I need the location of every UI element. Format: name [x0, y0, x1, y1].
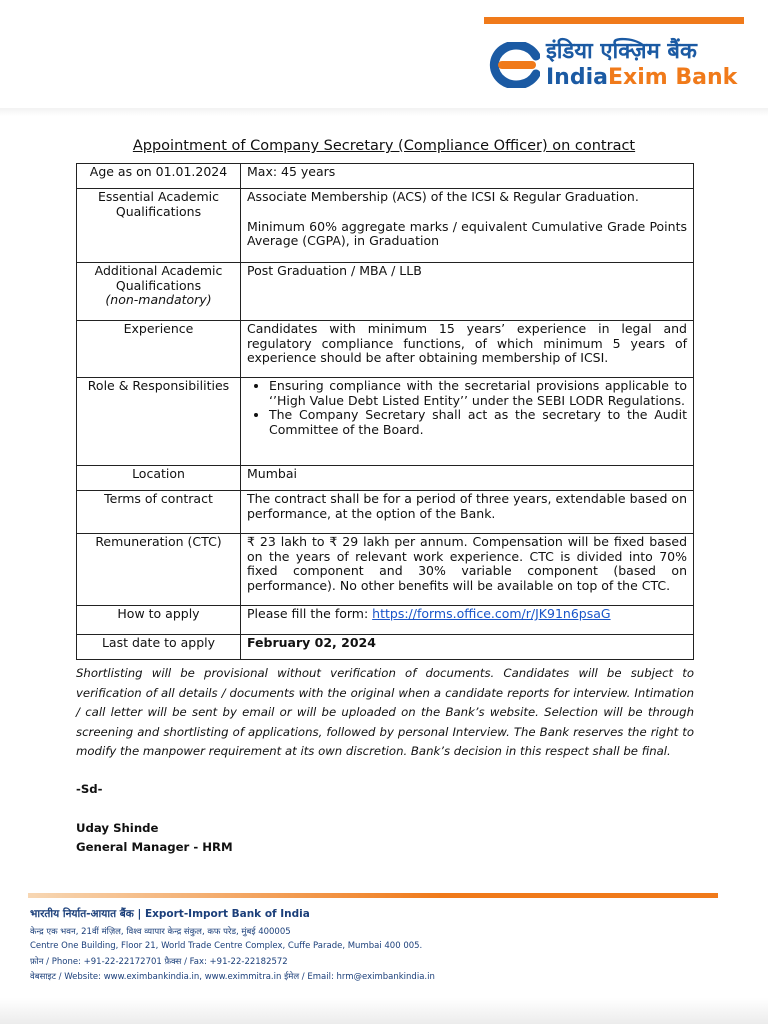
signatory-designation: General Manager - HRM	[76, 840, 233, 854]
table-row	[77, 491, 694, 534]
header-divider	[0, 108, 768, 116]
table-row	[77, 164, 694, 189]
footer-accent-bar	[28, 893, 718, 898]
row-label-location: Location	[77, 466, 241, 491]
row-label-role: Role & Responsibilities	[77, 378, 241, 466]
table-row	[77, 466, 694, 491]
job-details-table	[76, 163, 694, 660]
list-item: • The Company Secretary shall act as the secretary to the Audit Committee of the Board.	[269, 408, 687, 437]
essential-value-1: Associate Membership (ACS) of the ICSI & Regular Graduation.	[247, 189, 639, 204]
table-row	[77, 378, 694, 466]
table-row	[77, 635, 694, 660]
row-value-location: Mumbai	[241, 466, 694, 491]
footer-org-english: Export-Import Bank of India	[144, 908, 310, 920]
row-value-additional: Post Graduation / MBA / LLB	[241, 263, 694, 321]
list-item: • Ensuring compliance with the secretarial provisions applicable to ‘’High Value Debt Listed Entity’’ under the SEBI LODR Regulations.	[269, 379, 687, 408]
row-value-age: Max: 45 years	[241, 164, 694, 189]
footer-org-hindi: भारतीय निर्यात-आयात बैंक	[30, 908, 134, 920]
footer-address-hindi: केन्द्र एक भवन, 21वीं मंज़िल, विश्व व्यापार केन्द्र संकुल, कफ परेड, मुंबई 400005	[30, 927, 291, 937]
bank-logo-icon	[484, 42, 540, 88]
logo-english-exim: Exim Bank	[607, 65, 738, 90]
row-value-experience: Candidates with minimum 15 years’ experience in legal and regulatory compliance functions, of which minimum 5 years of experience should be after obtaining membership of ICSI.	[241, 321, 694, 378]
header-accent-bar	[484, 17, 744, 24]
bottom-shadow	[0, 998, 768, 1024]
logo-english-text	[546, 65, 737, 91]
row-label-additional	[77, 263, 241, 321]
row-value-terms: The contract shall be for a period of three years, extendable based on performance, at the option of the Bank.	[241, 491, 694, 534]
table-row	[77, 606, 694, 635]
footer-phone-fax: फ़ोन / Phone: +91-22-22172701 फ़ैक्स / Fax: +91-22-22182572	[30, 957, 288, 967]
footer-address-english: Centre One Building, Floor 21, World Trade Centre Complex, Cuffe Parade, Mumbai 400 005.	[30, 941, 423, 951]
additional-label-text: Additional Academic Qualifications	[94, 263, 223, 293]
additional-label-note: (non-mandatory)	[105, 292, 212, 307]
signatory-name: Uday Shinde	[76, 821, 159, 835]
row-label-experience: Experience	[77, 321, 241, 378]
row-value-role	[241, 378, 694, 466]
row-label-terms: Terms of contract	[77, 491, 241, 534]
shortlisting-note: Shortlisting will be provisional without verification of documents. Candidates will be subject to verification of all details / documents with the original when a candidate reports for interview. Intimation / call letter will be sent by email or will be uploaded on the Bank’s website. Selection will be through screening and shortlisting of applications, followed by personal Interview. The Bank reserves the right to modify the manpower requirement at its own discretion. Bank’s decision in this respect shall be final.	[76, 666, 694, 758]
table-row	[77, 263, 694, 321]
bank-logo	[484, 38, 746, 94]
signature-sd: -Sd-	[76, 782, 103, 796]
row-value-apply	[241, 606, 694, 635]
row-label-essential: Essential Academic Qualifications	[77, 189, 241, 263]
footer-organization	[30, 907, 310, 921]
logo-english-india: India	[546, 65, 608, 90]
logo-hindi-text: इंडिया एक्ज़िम बैंक	[546, 39, 697, 64]
table-row	[77, 321, 694, 378]
page-title: Appointment of Company Secretary (Compliance Officer) on contract	[132, 138, 636, 154]
row-value-remuneration: ₹ 23 lakh to ₹ 29 lakh per annum. Compensation will be fixed based on the years of relevant work experience. CTC is divided into 70% fixed component and 30% variable component (based on performance). No other benefits will be available on top of the CTC.	[241, 534, 694, 606]
row-value-last-date: February 02, 2024	[241, 635, 694, 660]
footer-website-email: वेबसाइट / Website: www.eximbankindia.in, www.eximmitra.in ईमेल / Email: hrm@eximbankindia.in	[30, 972, 435, 982]
table-row	[77, 534, 694, 606]
application-form-link[interactable]: https://forms.office.com/r/JK91n6psaG	[372, 606, 611, 621]
row-label-apply: How to apply	[77, 606, 241, 635]
table-row	[77, 189, 694, 263]
responsibilities-list	[247, 379, 687, 437]
row-value-essential	[241, 189, 694, 263]
row-label-age: Age as on 01.01.2024	[77, 164, 241, 189]
footer-separator: |	[133, 908, 145, 920]
apply-prefix: Please fill the form:	[247, 606, 373, 621]
row-label-last-date: Last date to apply	[77, 635, 241, 660]
essential-value-2: Minimum 60% aggregate marks / equivalent Cumulative Grade Points Average (CGPA), in Graduation	[247, 218, 687, 248]
row-label-remuneration: Remuneration (CTC)	[77, 534, 241, 606]
